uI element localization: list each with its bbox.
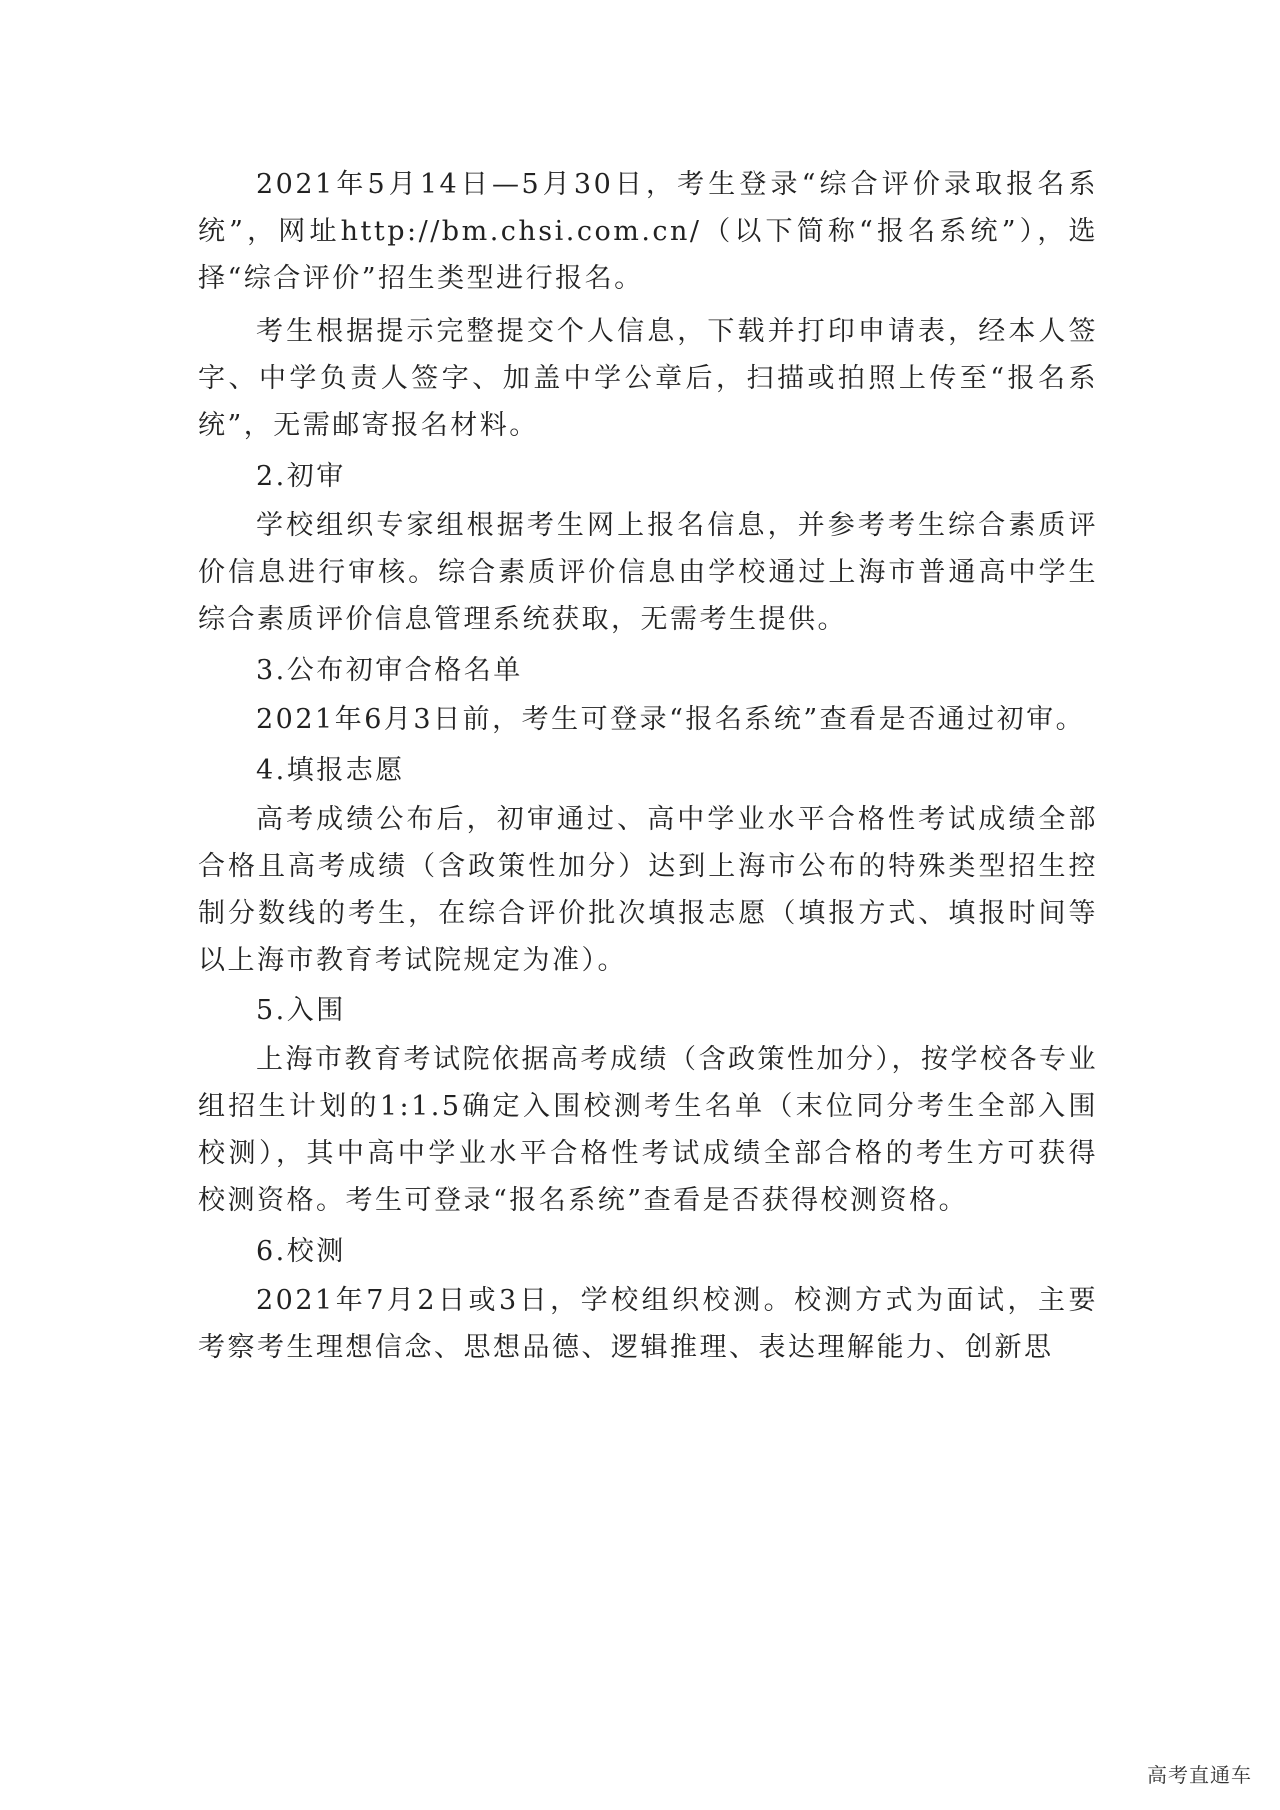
watermark-label: 高考直通车 — [1147, 1763, 1252, 1787]
paragraph-registration-dates: 2021年5月14日—5月30日，考生登录“综合评价录取报名系统”，网址http://bm.chsi.com.cn/（以下简称“报名系统”），选择“综合评价”招生类型进行报名。 — [198, 169, 1098, 294]
section-heading-preliminary-review: 2.初审 — [256, 460, 346, 492]
section-heading-school-test: 6.校测 — [256, 1236, 346, 1268]
paragraph-shortlist: 上海市教育考试院依据高考成绩（含政策性加分），按学校各专业组招生计划的1:1.5确定入围校测考生名单（末位同分考生全部入围校测），其中高中学业水平合格性考试成绩全部合格的考生方可获得校测资格。考生可登录“报名系统”查看是否获得校测资格。 — [198, 1044, 1098, 1217]
section-heading-fill-preferences: 4.填报志愿 — [256, 754, 405, 786]
paragraph-publish-list: 2021年6月3日前，考生可登录“报名系统”查看是否通过初审。 — [256, 703, 1086, 735]
document-body — [198, 162, 1098, 1372]
paragraph-submit-info: 考生根据提示完整提交个人信息，下载并打印申请表，经本人签字、中学负责人签字、加盖中学公章后，扫描或拍照上传至“报名系统”，无需邮寄报名材料。 — [198, 315, 1098, 441]
paragraph-fill-preferences: 高考成绩公布后，初审通过、高中学业水平合格性考试成绩全部合格且高考成绩（含政策性加分）达到上海市公布的特殊类型招生控制分数线的考生，在综合评价批次填报志愿（填报方式、填报时间等以上海市教育考试院规定为准）。 — [198, 803, 1098, 976]
paragraph-preliminary-review: 学校组织专家组根据考生网上报名信息，并参考考生综合素质评价信息进行审核。综合素质评价信息由学校通过上海市普通高中学生综合素质评价信息管理系统获取，无需考生提供。 — [198, 509, 1098, 635]
section-heading-publish-list: 3.公布初审合格名单 — [256, 654, 523, 686]
paragraph-school-test: 2021年7月2日或3日，学校组织校测。校测方式为面试，主要考察考生理想信念、思想品德、逻辑推理、表达理解能力、创新思 — [198, 1285, 1098, 1364]
section-heading-shortlist: 5.入围 — [256, 995, 346, 1027]
